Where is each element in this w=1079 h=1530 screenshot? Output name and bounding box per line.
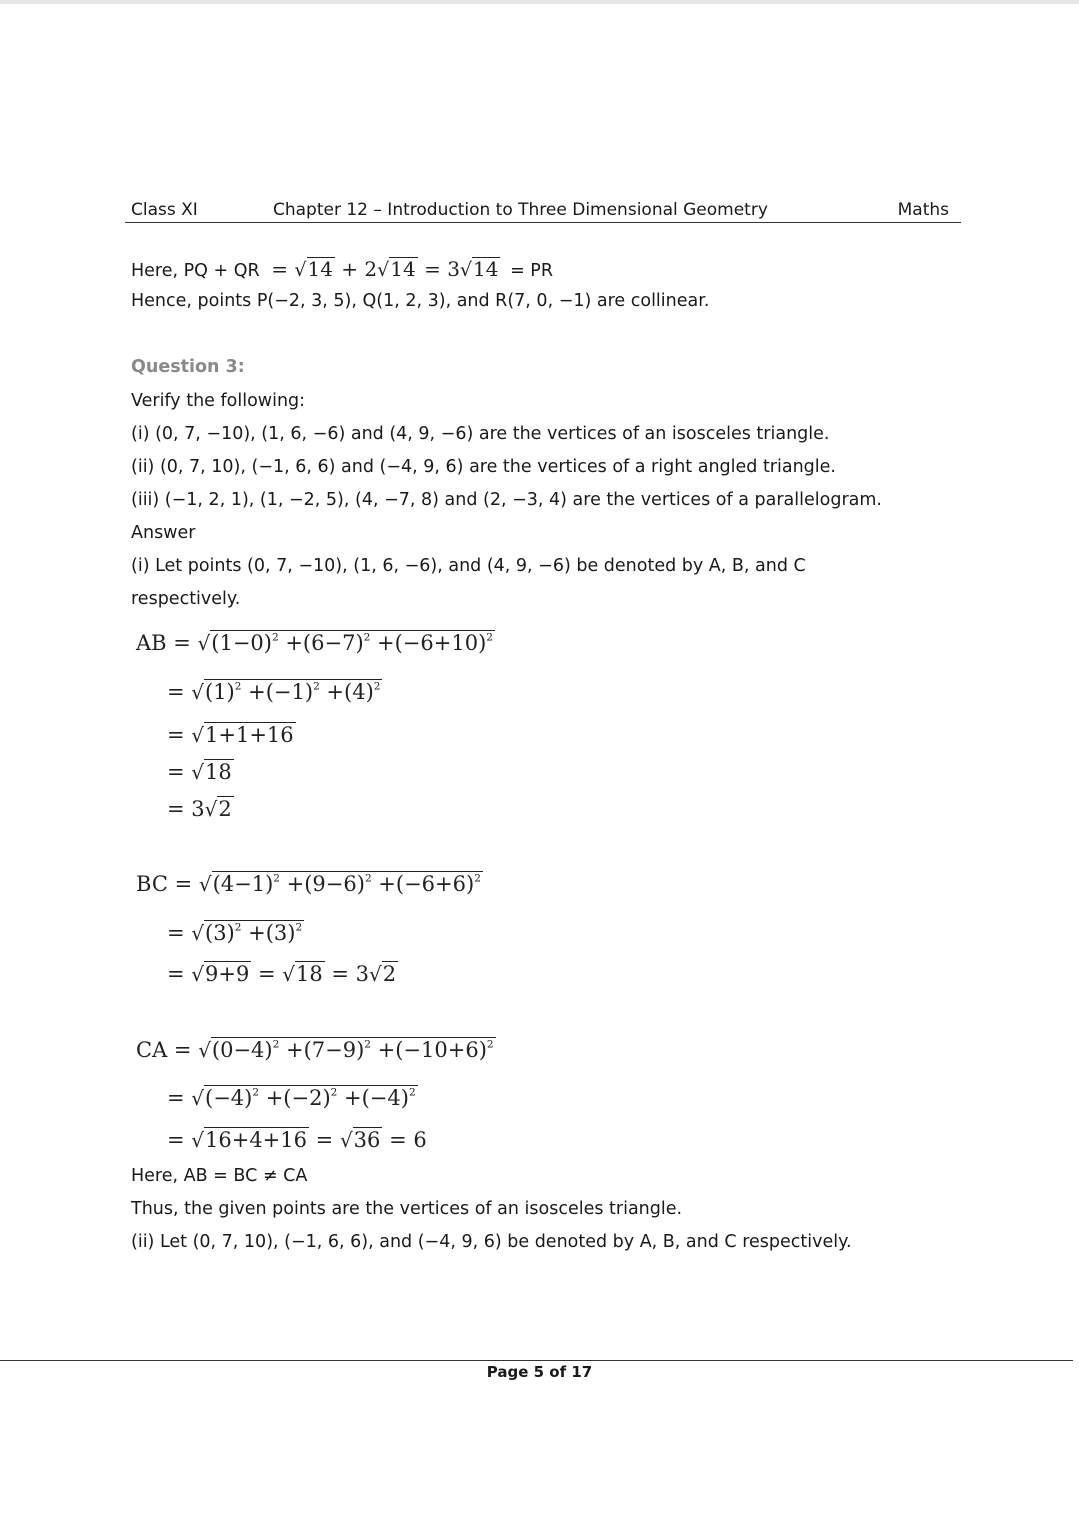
answer-para-2: (ii) Let (0, 7, 10), (−1, 6, 6), and (−4, 9, 6) be denoted by A, B, and C respectively. — [131, 1232, 852, 1252]
answer-para-1b: respectively. — [131, 589, 241, 609]
math-pq-qr: = √14 + 2√14 = 3√14 — [271, 257, 499, 281]
answer-label: Answer — [131, 523, 196, 543]
intro-line-1 — [131, 257, 553, 281]
intro-line-2: Hence, points P(−2, 3, 5), Q(1, 2, 3), and R(7, 0, −1) are collinear. — [131, 291, 710, 311]
page-header — [125, 198, 961, 223]
question-item-1: (i) (0, 7, −10), (1, 6, −6) and (4, 9, −6) are the vertices of an isosceles triangle. — [131, 424, 830, 444]
header-chapter: Chapter 12 – Introduction to Three Dimensional Geometry — [273, 200, 768, 220]
math-ca-3: = √16+4+16 = √36 = 6 — [167, 1128, 427, 1152]
math-ab-2: = $√(1)^2 +(-1)^2 +(4)^2$ — [167, 680, 381, 704]
math-ab-5: = 3√2 — [167, 797, 232, 821]
math-bc-3: = √9+9 = √18 = 3√2 — [167, 962, 397, 986]
math-bc-2: = $√(3)^2 +(3)^2$ — [167, 921, 303, 945]
footer-rule — [0, 1360, 1073, 1361]
conclusion-2: Thus, the given points are the vertices of an isosceles triangle. — [131, 1199, 683, 1219]
question-prompt: Verify the following: — [131, 391, 306, 411]
question-title: Question 3: — [131, 357, 245, 377]
intro-suffix: = PR — [510, 261, 554, 281]
header-subject: Maths — [897, 200, 949, 220]
math-ab-4: = √18 — [167, 760, 232, 784]
answer-para-1a: (i) Let points (0, 7, −10), (1, 6, −6), and (4, 9, −6) be denoted by A, B, and C — [131, 556, 806, 576]
question-item-3: (iii) (−1, 2, 1), (1, −2, 5), (4, −7, 8) and (2, −3, 4) are the vertices of a parallelogram. — [131, 490, 882, 510]
page-number: Page 5 of 17 — [486, 1363, 593, 1381]
math-ab-1: AB = $√(1-0)^2 +(6-7)^2 +(-6+10)^2$ — [136, 631, 493, 655]
intro-prefix: Here, PQ + QR — [131, 261, 260, 281]
math-ca-2: = $√(-4)^2 +(-2)^2 +(-4)^2$ — [167, 1086, 416, 1110]
math-ab-3: = √1+1+16 — [167, 723, 294, 747]
question-item-2: (ii) (0, 7, 10), (−1, 6, 6) and (−4, 9, 6) are the vertices of a right angled triangle. — [131, 457, 836, 477]
top-edge — [0, 0, 1079, 4]
math-ca-1: CA = $√(0-4)^2 +(7-9)^2 +(-10+6)^2$ — [136, 1038, 494, 1062]
conclusion-1: Here, AB = BC ≠ CA — [131, 1166, 308, 1186]
math-bc-1: BC = $√(4-1)^2 +(9-6)^2 +(-6+6)^2$ — [136, 872, 481, 896]
header-class: Class XI — [131, 200, 198, 220]
